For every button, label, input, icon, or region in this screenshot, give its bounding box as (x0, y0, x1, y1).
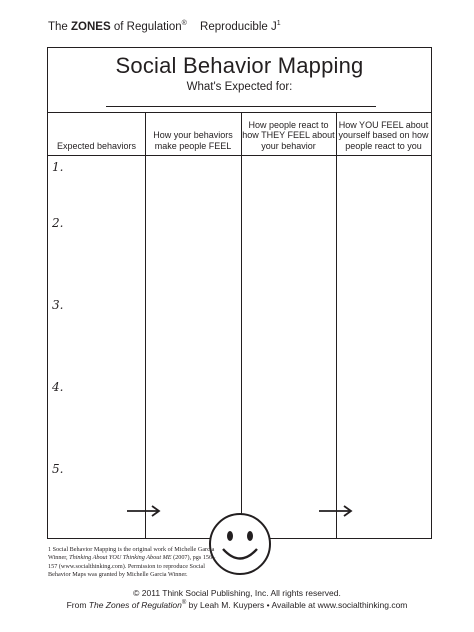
worksheet-frame (47, 47, 432, 539)
right-arrow-icon (318, 504, 354, 518)
worksheet-title: Social Behavior Mapping (115, 53, 364, 78)
footnote: 1 Social Behavior Mapping is the original work of Michelle Garcia Winner, Thinking About YOU Thinking About ME (2007), pgs 156–157 (www.socialthinking.com). Permission to reproduce Social Behavior Maps was granted by Michelle Garcia Winner. (48, 546, 216, 578)
row-number-5: 5. (52, 462, 64, 476)
column-header-how-people-react: How people react to how THEY FEEL about your behavior (242, 119, 335, 151)
reproducible-footnote-mark: 1 (276, 20, 281, 27)
row-number-4: 4. (52, 380, 64, 394)
registered-mark: ® (181, 20, 187, 27)
row-number-1: 1. (52, 160, 64, 174)
worksheet-subtitle: What's Expected for: (186, 81, 293, 93)
expected-for-blank-line (106, 106, 376, 107)
footnote-mark: 1 (48, 546, 52, 553)
row-number-3: 3. (52, 298, 64, 312)
reproducible-label: Reproducible J (200, 20, 277, 33)
copyright-notice: © 2011 Think Social Publishing, Inc. All rights reserved. (133, 588, 341, 598)
divider-line (48, 155, 431, 156)
column-header-expected-behaviors: Expected behaviors (56, 140, 137, 151)
brand-suffix: of Regulation (113, 20, 182, 33)
column-header-make-people-feel: How your behaviors make people FEEL (153, 130, 233, 151)
brand-prefix: The (48, 20, 68, 33)
column-divider (336, 112, 337, 538)
brand-name: ZONES (71, 20, 111, 33)
right-arrow-icon (126, 504, 162, 518)
row-number-2: 2. (52, 216, 64, 230)
footnote-book-title: Thinking About YOU Thinking About ME (69, 554, 172, 562)
page-header (48, 20, 281, 33)
column-header-how-you-feel: How YOU FEEL about yourself based on how people react to you (338, 119, 429, 151)
column-divider (145, 112, 146, 538)
column-divider (241, 112, 242, 538)
book-title: The Zones of Regulation (88, 600, 182, 610)
source-credit: From The Zones of Regulation® by Leah M. Kuypers • Available at www.socialthinking.com (66, 600, 408, 610)
